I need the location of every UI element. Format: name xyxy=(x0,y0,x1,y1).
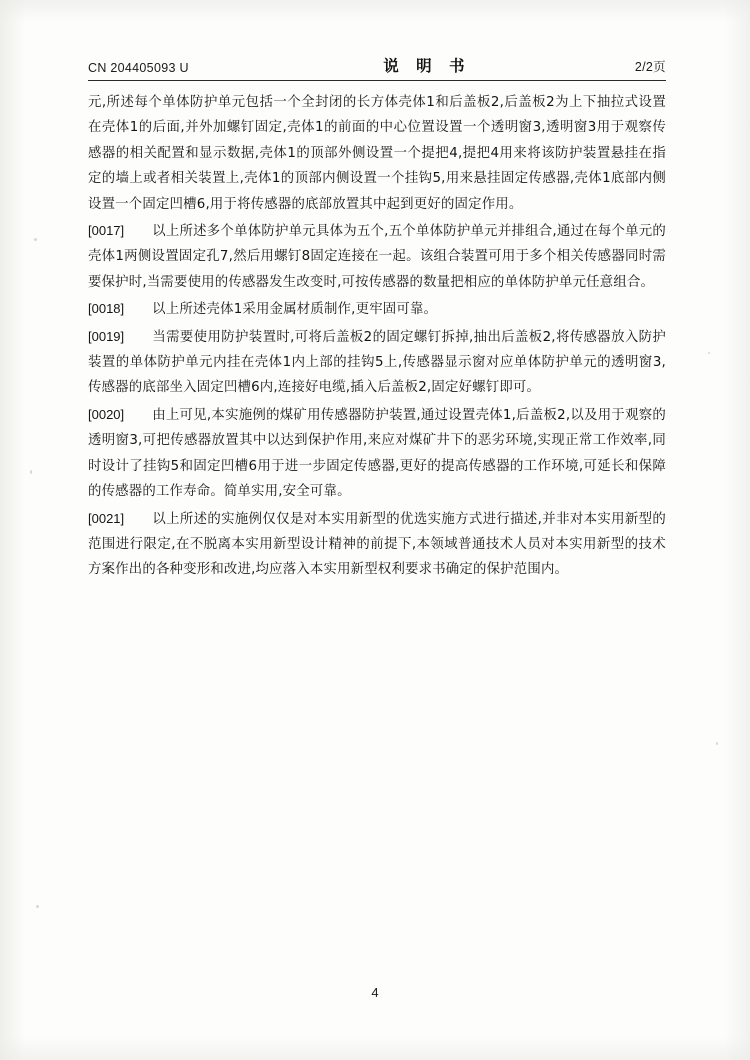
paragraph-0017 xyxy=(88,218,666,295)
scan-edge-right xyxy=(724,0,750,1060)
paragraph-tag: [0020] xyxy=(88,406,125,422)
paragraph-text: 由上可见,本实施例的煤矿用传感器防护装置,通过设置壳体1,后盖板2,以及用于观察的透明窗3,可把传感器放置其中以达到保护作用,来应对煤矿井下的恶劣环境,实现正常工作效率,同时设计了挂钩5和固定凹槽6用于进一步固定传感器,更好的提高传感器的工作环境,可延长和保障的传感器的工作寿命。简单实用,安全可靠。 xyxy=(88,407,666,500)
paragraph-text: 以上所述多个单体防护单元具体为五个,五个单体防护单元并排组合,通过在每个单元的壳体1两侧设置固定孔7,然后用螺钉8固定连接在一起。该组合装置可用于多个相关传感器同时需要保护时,当需要使用的传感器发生改变时,可按传感器的数量把相应的单体防护单元任意组合。 xyxy=(88,224,666,290)
publication-number: CN 204405093 U xyxy=(88,61,189,75)
paragraph-0021 xyxy=(88,506,666,583)
paragraph-0018 xyxy=(88,296,666,322)
paragraph-tag: [0019] xyxy=(88,328,125,344)
document-body xyxy=(88,90,666,584)
scan-speck xyxy=(30,470,32,474)
paragraph-text: 当需要使用防护装置时,可将后盖板2的固定螺钉拆掉,抽出后盖板2,将传感器放入防护装置的单体防护单元内挂在壳体1内上部的挂钩5上,传感器显示窗对应单体防护单元的透明窗3,传感器的底部坐入固定凹槽6内,连接好电缆,插入后盖板2,固定好螺钉即可。 xyxy=(88,329,666,396)
scan-speck xyxy=(708,352,710,354)
page-indicator: 2/2页 xyxy=(634,60,666,74)
paragraph-text: 以上所述壳体1采用金属材质制作,更牢固可靠。 xyxy=(152,302,438,318)
scan-edge-top xyxy=(0,0,750,22)
scan-edge-bottom xyxy=(0,1036,750,1060)
paragraph-0019 xyxy=(88,324,666,401)
paragraph-tag: [0017] xyxy=(88,223,125,239)
scan-speck xyxy=(34,238,37,241)
paragraph-tag: [0018] xyxy=(88,301,125,317)
document-title: 说 明 书 xyxy=(383,57,471,75)
scan-edge-left xyxy=(0,0,26,1060)
scan-speck xyxy=(36,905,39,908)
scan-speck xyxy=(716,742,718,745)
page-header xyxy=(88,48,666,78)
paragraph-tag: [0021] xyxy=(88,510,125,526)
footer-page-number: 4 xyxy=(371,985,379,1000)
paragraph-0020 xyxy=(88,402,666,505)
paragraph-continued: 元,所述每个单体防护单元包括一个全封闭的长方体壳体1和后盖板2,后盖板2为上下抽拉式设置在壳体1的后面,并外加螺钉固定,壳体1的前面的中心位置设置一个透明窗3,透明窗3用于观察传感器的相关配置和显示数据,壳体1的顶部外侧设置一个提把4,提把4用来将该防护装置悬挂在指定的墙上或者相关装置上,壳体1的顶部内侧设置一个挂钩5,用来悬挂固定传感器,壳体1底部内侧设置一个固定凹槽6,用于将传感器的底部放置其中起到更好的固定作用。 xyxy=(88,95,666,212)
paragraph-text: 以上所述的实施例仅仅是对本实用新型的优选实施方式进行描述,并非对本实用新型的范围进行限定,在不脱离本实用新型设计精神的前提下,本领域普通技术人员对本实用新型的技术方案作出的各种变形和改进,均应落入本实用新型权利要求书确定的保护范围内。 xyxy=(88,511,666,578)
header-divider xyxy=(88,80,666,81)
